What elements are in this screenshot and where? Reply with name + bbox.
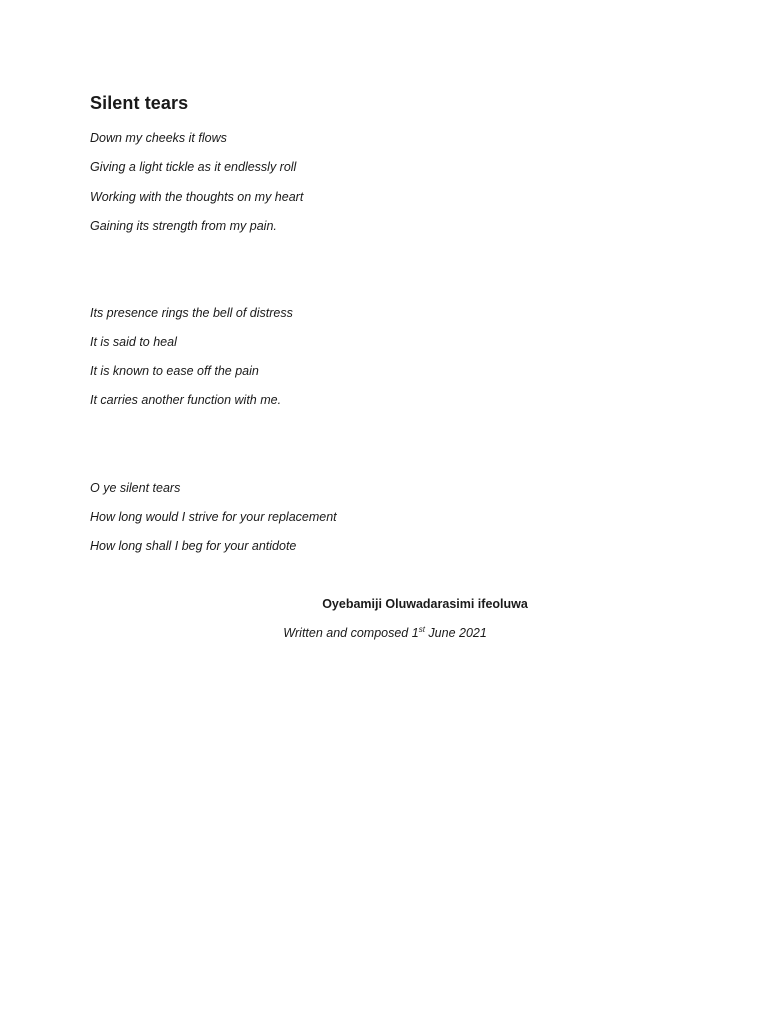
poem-line: Working with the thoughts on my heart	[90, 190, 304, 204]
poem-line: It is said to heal	[90, 335, 177, 349]
poem-line: It carries another function with me.	[90, 393, 282, 407]
poem-line: It is known to ease off the pain	[90, 364, 259, 378]
poem-line: How long would I strive for your replacement	[90, 510, 337, 524]
date-prefix: Written and composed 1	[283, 626, 419, 640]
date-suffix: June 2021	[424, 626, 487, 640]
author-name: Oyebamiji Oluwadarasimi ifeoluwa	[322, 597, 528, 611]
date-superscript: st	[418, 624, 425, 634]
poem-line: Gaining its strength from my pain.	[90, 219, 277, 233]
composition-date	[0, 626, 768, 640]
poem-line: Its presence rings the bell of distress	[90, 306, 293, 320]
poem-line: O ye silent tears	[90, 481, 181, 495]
poem-title: Silent tears	[90, 93, 189, 113]
poem-line: Giving a light tickle as it endlessly roll	[90, 160, 297, 174]
poem-line: Down my cheeks it flows	[90, 131, 227, 145]
poem-line: How long shall I beg for your antidote	[90, 539, 297, 553]
